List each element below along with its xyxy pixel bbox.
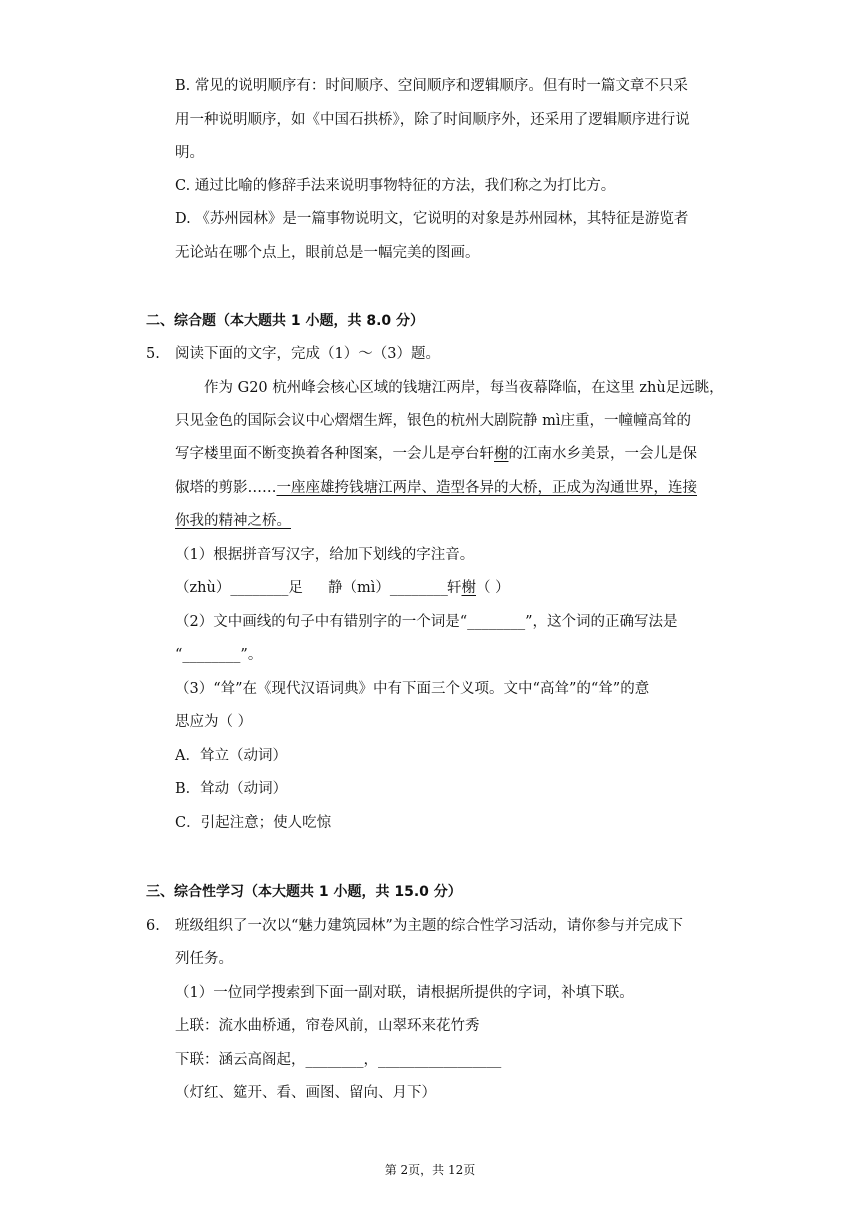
choice-c: C．引起注意；使人吃惊 [175,815,332,831]
passage-line4: 俶塔的剪影……一座座雄挎钱塘江两岸、造型各异的大桥，正成为沟通世界，连接 [175,480,697,496]
underlined-sentence-part1: 一座座雄挎钱塘江两岸、造型各异的大桥，正成为沟通世界，连接 [276,480,697,496]
question-6-line1: 班级组织了一次以“魅力建筑园林”为主题的综合性学习活动，请你参与并完成下 [175,918,683,934]
passage-line3: 写字楼里面不断变换着各种图案，一会儿是亭台轩榭的江南水乡美景，一会儿是保 [175,446,697,462]
question-6-line2: 列任务。 [175,951,233,967]
question-6-number: 6. [146,918,160,934]
choice-a: A．耸立（动词） [175,748,287,764]
option-c: C. 通过比喻的修辞手法来说明事物特征的方法，我们称之为打比方。 [175,178,616,194]
option-d-line1: D. 《苏州园林》是一篇事物说明文，它说明的对象是苏州园林，其特征是游览者 [175,211,689,227]
passage-line5 [175,511,291,531]
option-d-line2: 无论站在哪个点上，眼前总是一幅完美的图画。 [175,245,480,261]
underlined-sentence-part2: 你我的精神之桥。 [175,513,291,529]
section-2-heading: 二、综合题（本大题共 1 小题，共 8.0 分） [146,313,425,329]
passage-line2: 只见金色的国际会议中心熠熠生辉，银色的杭州大剧院静 mì庄重，一幢幢高耸的 [175,413,691,429]
underlined-char: 榭 [494,446,509,462]
page-footer: 第 2页，共 12页 [384,1163,476,1177]
pinyin-blank-1: （zhù）________足 [175,580,303,596]
couplet-lower: 下联：涵云高阁起，________，_________________ [175,1052,502,1068]
pinyin-blank-2: 静（mì）________ [328,580,448,596]
option-b-line2: 用一种说明顺序，如《中国石拱桥》，除了时间顺序外，还采用了逻辑顺序进行说 [175,112,690,128]
subquestion-3-line2: 思应为（ ） [175,714,253,730]
couplet-upper: 上联：流水曲桥通，帘卷风前，山翠环来花竹秀 [175,1018,480,1034]
section-3-heading: 三、综合性学习（本大题共 1 小题，共 15.0 分） [146,884,462,900]
subquestion-3-line1: （3）“耸”在《现代汉语词典》中有下面三个义项。文中“高耸”的“耸”的意 [175,681,650,697]
choice-b: B．耸动（动词） [175,781,288,797]
word-bank: （灯红、筵开、看、画图、留向、月下） [175,1085,436,1101]
annotation-blank: 轩榭（ ） [447,580,510,596]
subquestion-2-line2: “________”。 [175,647,263,663]
subquestion-1: （1）根据拼音写汉字，给加下划线的字注音。 [175,547,475,563]
q6-subquestion-1: （1）一位同学搜索到下面一副对联，请根据所提供的字词，补填下联。 [175,985,634,1001]
subquestion-2-line1: （2）文中画线的句子中有错别字的一个词是“________”，这个词的正确写法是 [175,614,678,630]
question-5-number: 5. [146,346,160,362]
option-b-line3: 明。 [175,145,204,161]
question-5-prompt: 阅读下面的文字，完成（1）～（3）题。 [175,346,440,362]
option-b-line1: B. 常见的说明顺序有：时间顺序、空间顺序和逻辑顺序。但有时一篇文章不只采 [175,78,688,94]
passage-line1: 作为 G20 杭州峰会核心区域的钱塘江两岸，每当夜幕降临，在这里 zhù足远眺， [204,380,724,396]
